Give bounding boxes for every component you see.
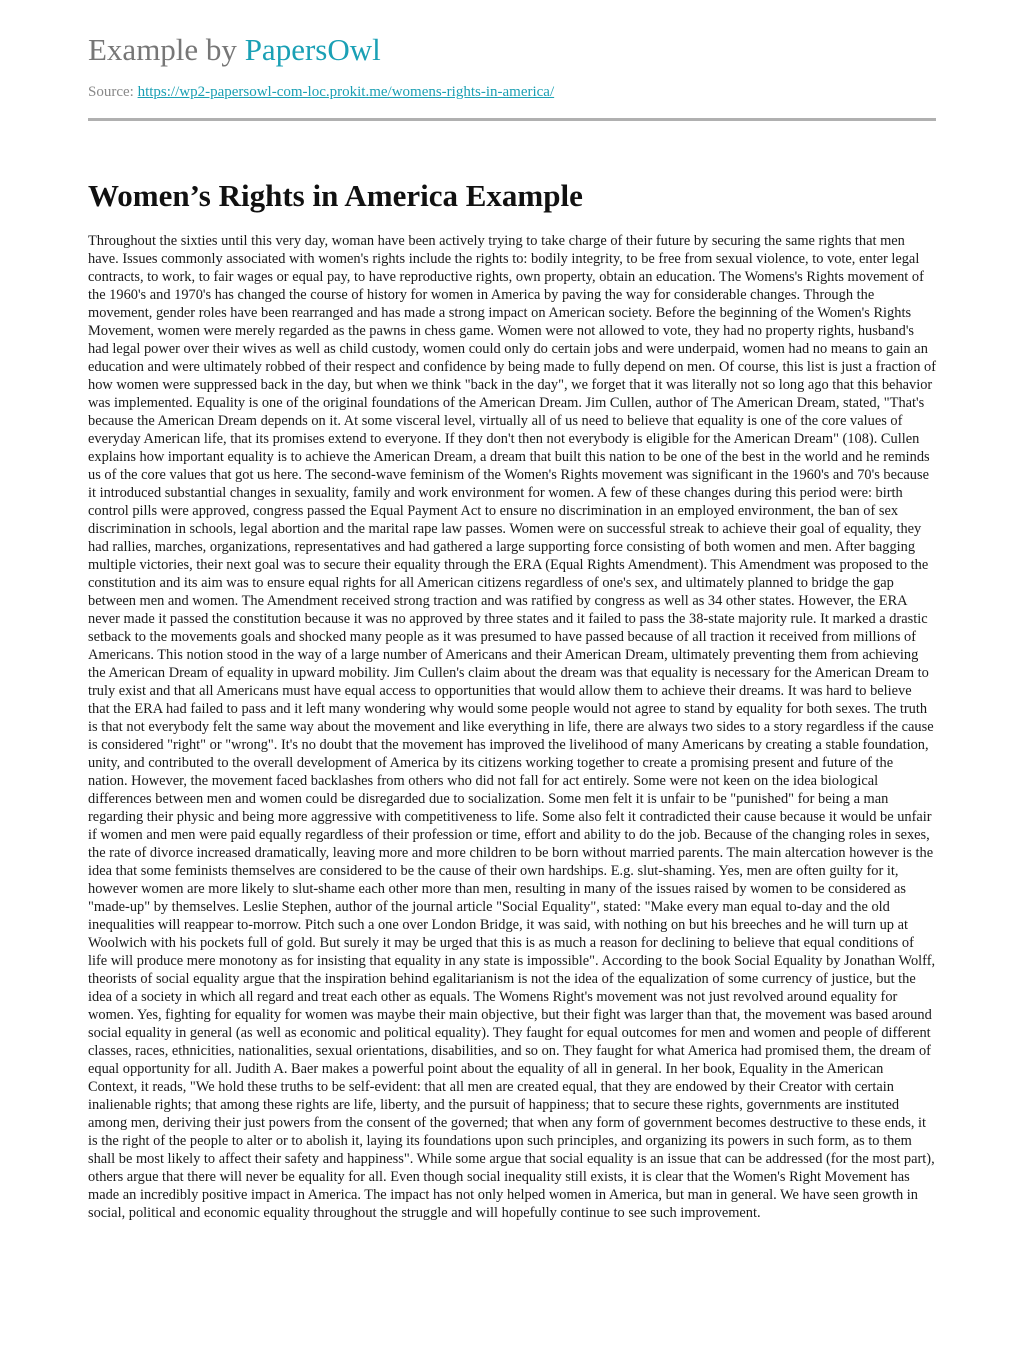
page (88, 0, 936, 1222)
article-title: Women’s Rights in America Example (88, 178, 583, 213)
brand-name[interactable]: PapersOwl (244, 32, 381, 67)
article-body: Throughout the sixties until this very day, woman have been actively trying to take charge of their future by securing the same rights that men have. Issues commonly associated with women's rights include the rights to: bodily integrity, to be free from sexual violence, to vote, enter legal contracts, to work, to fair wages or equal pay, to have reproductive rights, own property, obtain an education. The Womens's Rights movement of the 1960's and 1970's has changed the course of history for women in America by paving the way for considerable changes. Through the movement, gender roles have been rearranged and has made a strong impact on American society. Before the beginning of the Women's Rights Movement, women were merely regarded as the pawns in chess game. Women were not allowed to vote, they had no property rights, husband's had legal power over their wives as well as child custody, women could only do certain jobs and were underpaid, women had no means to gain an education and were ultimately robbed of their respect and confidence by being made to fully depend on men. Of course, this list is just a fraction of how women were suppressed back in the day, but when we think "back in the day", we forget that it was literally not so long ago that this behavior was implemented. Equality is one of the original foundations of the American Dream. Jim Cullen, author of The American Dream, stated, "That's because the American Dream depends on it. At some visceral level, virtually all of us need to believe that equality is one of the core values of everyday American life, that its promises extend to everyone. If they don't then not everybody is eligible for the American Dream" (108). Cullen explains how important equality is to achieve the American Dream, a dream that built this nation to be one of the best in the world and he reminds us of the core values that got us here. The second-wave feminism of the Women's Rights movement was significant in the 1960's and 70's because it introduced substantial changes in sexuality, family and work environment for women. A few of these changes during this period were: birth control pills were approved, congress passed the Equal Payment Act to ensure no discrimination in an employed environment, the ban of sex discrimination in schools, legal abortion and the marital rape law passes. Women were on successful streak to achieve their goal of equality, they had rallies, marches, organizations, representatives and had gathered a large supporting force consisting of both women and men. After bagging multiple victories, their next goal was to secure their equality through the ERA (Equal Rights Amendment). This Amendment was proposed to the constitution and its aim was to ensure equal rights for all American citizens regardless of one's sex, and ultimately planned to bridge the gap between men and women. The Amendment received strong traction and was ratified by congress as well as 34 other states. However, the ERA never made it passed the constitution because it was no approved by three states and it failed to pass the 38-state majority rule. It marked a drastic setback to the movements goals and shocked many people as it was presumed to have passed because of all traction it received from millions of Americans. This notion stood in the way of a large number of Americans and their American Dream, ultimately preventing them from achieving the American Dream of equality in upward mobility. Jim Cullen's claim about the dream was that equality is necessary for the American Dream to truly exist and that all Americans must have equal access to opportunities that would allow them to achieve their dreams. It was hard to believe that the ERA had failed to pass and it left many wondering why would some people would not agree to stand by equality for both sexes. The truth is that not everybody felt the same way about the movement and like everything in life, there are always two sides to a story regardless if the cause is considered "right" or "wrong". It's no doubt that the movement has improved the livelihood of many Americans by creating a stable foundation, unity, and contributed to the overall development of America by its citizens working together to create a promising present and future of the nation. However, the movement faced backlashes from others who did not fall for act entirely. Some were not keen on the idea biological differences between men and women could be disregarded due to socialization. Some men felt it is unfair to be "punished" for being a man regarding their physic and being more aggressive with competitiveness to life. Some also felt it contradicted their cause because it would be unfair if women and men were paid equally regardless of their profession or time, effort and ability to do the job. Because of the changing roles in sexes, the rate of divorce increased dramatically, leaving more and more children to be born without married parents. The main altercation however is the idea that some feminists themselves are considered to be the cause of their own hardships. E.g. slut-shaming. Yes, men are often guilty for it, however women are more likely to slut-shame each other more than men, resulting in many of the issues raised by women to be considered as "made-up" by themselves. Leslie Stephen, author of the journal article "Social Equality", stated: "Make every man equal to-day and the old inequalities will reappear to-morrow. Pitch such a one over London Bridge, it was said, with nothing on but his breeches and he will turn up at Woolwich with his pockets full of gold. But surely it may be urged that this is as much a reason for declining to believe that equal conditions of life will produce mere monotony as for insisting that equality in any state is impossible". According to the book Social Equality by Jonathan Wolff, theorists of social equality argue that the inspiration behind egalitarianism is not the idea of the equalization of some currency of justice, but the idea of a society in which all regard and treat each other as equals. The Womens Right's movement was not just revolved around equality for women. Yes, fighting for equality for women was maybe their main objective, but their fight was larger than that, the movement was based around social equality in general (as well as economic and political equality). They faught for equal outcomes for men and women and people of different classes, races, ethnicities, nationalities, sexual orientations, disabilities, and so on. They faught for what America had promised them, the dream of equal opportunity for all. Judith A. Baer makes a powerful point about the equality of all in general. In her book, Equality in the American Context, it reads, "We hold these truths to be self-evident: that all men are created equal, that they are endowed by their Creator with certain inalienable rights; that among these rights are life, liberty, and the pursuit of happiness; that to secure these rights, governments are instituted among men, deriving their just powers from the consent of the governed; that when any form of government becomes destructive to these ends, it is the right of the people to alter or to abolish it, laying its foundations upon such principles, and organizing its powers in such form, as to them shall be most likely to affect their safety and happiness". While some argue that social equality is an issue that can be addressed (for the most part), others argue that there will never be equality for all. Even though social inequality still exists, it is clear that the Women's Right Movement has made an incredibly positive impact in America. The impact has not only helped women in America, but man in general. We have seen growth in social, political and economic equality throughout the struggle and will hopefully continue to see such improvement. (88, 233, 936, 1221)
header-prefix: Example by (88, 32, 237, 67)
source-link[interactable]: https://wp2-papersowl-com-loc.prokit.me/womens-rights-in-america/ (137, 84, 555, 100)
source-label: Source: (88, 84, 134, 100)
site-header (88, 32, 936, 68)
header-divider (88, 118, 936, 121)
source-line (88, 83, 936, 101)
